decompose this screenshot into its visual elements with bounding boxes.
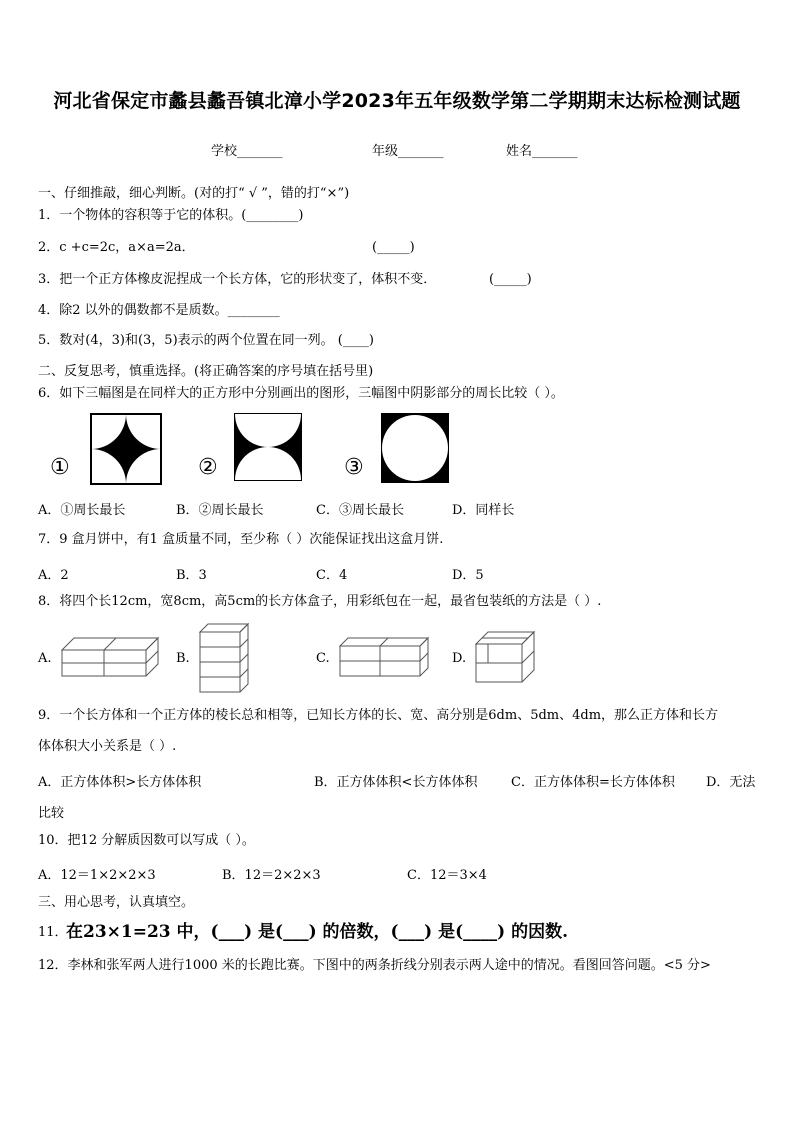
page-title: 河北省保定市蠡县蠡吾镇北漳小学2023年五年级数学第二学期期末达标检测试题 [53, 90, 741, 112]
figure-3-circle-in-square [380, 412, 450, 484]
question-11: 在23×1=23 中，(___) 是(___) 的倍数，(___) 是(____) 的因数. [66, 922, 568, 942]
figure-1-label: ① [50, 455, 70, 480]
q10-option-c[interactable]: C．12＝3×4 [407, 868, 487, 883]
question-12: 12．李林和张军两人进行1000 米的长跑比赛。下图中的两条折线分别表示两人途中的情况。看图回答问题。<5 分> [38, 958, 711, 973]
question-6-stem: 6．如下三幅图是在同样大的正方形中分别画出的图形，三幅图中阴影部分的周长比较（ ）。 [38, 386, 564, 401]
q8-option-a[interactable]: A. [38, 651, 52, 666]
question-3-blank[interactable]: (_____) [489, 272, 532, 287]
question-2-blank[interactable]: (_____) [372, 240, 415, 255]
q8-figure-b-boxes [198, 622, 250, 694]
q8-option-c[interactable]: C. [316, 651, 330, 666]
question-9-stem-line-2: 体体积大小关系是（ ）. [38, 739, 177, 754]
q8-figure-c-boxes [338, 636, 430, 678]
q7-option-d[interactable]: D．5 [452, 568, 484, 583]
q7-option-c[interactable]: C．4 [316, 568, 348, 583]
q8-figure-d-boxes [474, 630, 536, 684]
question-1: 1．一个物体的容积等于它的体积。(________) [38, 208, 304, 223]
q9-option-b[interactable]: B．正方体体积<长方体体积 [314, 775, 478, 790]
section-3-heading: 三、用心思考，认真填空。 [38, 895, 195, 910]
question-9-stem-line-1: 9．一个长方体和一个正方体的棱长总和相等，已知长方体的长、宽、高分别是6dm、5dm、4dm，那么正方体和长方 [38, 708, 719, 723]
section-1-heading: 一、仔细推敲，细心判断。(对的打“ √ ”，错的打“×”) [38, 186, 350, 201]
question-11-number: 11． [38, 925, 68, 940]
grade-field[interactable]: 年级_______ [372, 144, 444, 159]
q9-option-d-continued: 比较 [38, 806, 65, 821]
q8-option-d[interactable]: D. [452, 651, 467, 666]
question-10-stem: 10．把12 分解质因数可以写成（ ）。 [38, 833, 255, 848]
question-3: 3．把一个正方体橡皮泥捏成一个长方体，它的形状变了，体积不变． [38, 272, 437, 287]
figure-2-label: ② [198, 455, 218, 480]
q8-option-b[interactable]: B. [176, 651, 190, 666]
question-2: 2．c +c=2c，a×a=2a． [38, 240, 195, 255]
q7-option-a[interactable]: A．2 [38, 568, 69, 583]
q6-option-b[interactable]: B．②周长最长 [176, 503, 264, 518]
name-field[interactable]: 姓名_______ [506, 144, 578, 159]
question-7-stem: 7．9 盒月饼中，有1 盒质量不同，至少称（ ）次能保证找出这盒月饼. [38, 532, 444, 547]
q9-option-c[interactable]: C．正方体体积=长方体体积 [511, 775, 675, 790]
question-5: 5．数对(4，3)和(3，5)表示的两个位置在同一列。 (____) [38, 333, 374, 348]
figure-1-four-arcs [90, 413, 162, 485]
school-field[interactable]: 学校_______ [211, 144, 283, 159]
question-4: 4．除2 以外的偶数都不是质数。________ [38, 303, 280, 318]
figure-2-two-semicircles [234, 413, 302, 481]
q7-option-b[interactable]: B．3 [176, 568, 207, 583]
q10-option-b[interactable]: B．12＝2×2×3 [222, 868, 321, 883]
section-2-heading: 二、反复思考，慎重选择。(将正确答案的序号填在括号里) [38, 364, 374, 379]
question-8-stem: 8．将四个长12cm，宽8cm，高5cm的长方体盒子，用彩纸包在一起，最省包装纸的方法是（ ）. [38, 594, 602, 609]
figure-3-label: ③ [344, 455, 364, 480]
q10-option-a[interactable]: A．12＝1×2×2×3 [38, 868, 156, 883]
q9-option-a[interactable]: A．正方体体积>长方体体积 [38, 775, 202, 790]
q6-option-a[interactable]: A．①周长最长 [38, 503, 126, 518]
q6-option-d[interactable]: D．同样长 [452, 503, 515, 518]
q9-option-d[interactable]: D．无法 [706, 775, 756, 790]
q8-figure-a-boxes [60, 636, 160, 678]
q6-option-c[interactable]: C．③周长最长 [316, 503, 404, 518]
